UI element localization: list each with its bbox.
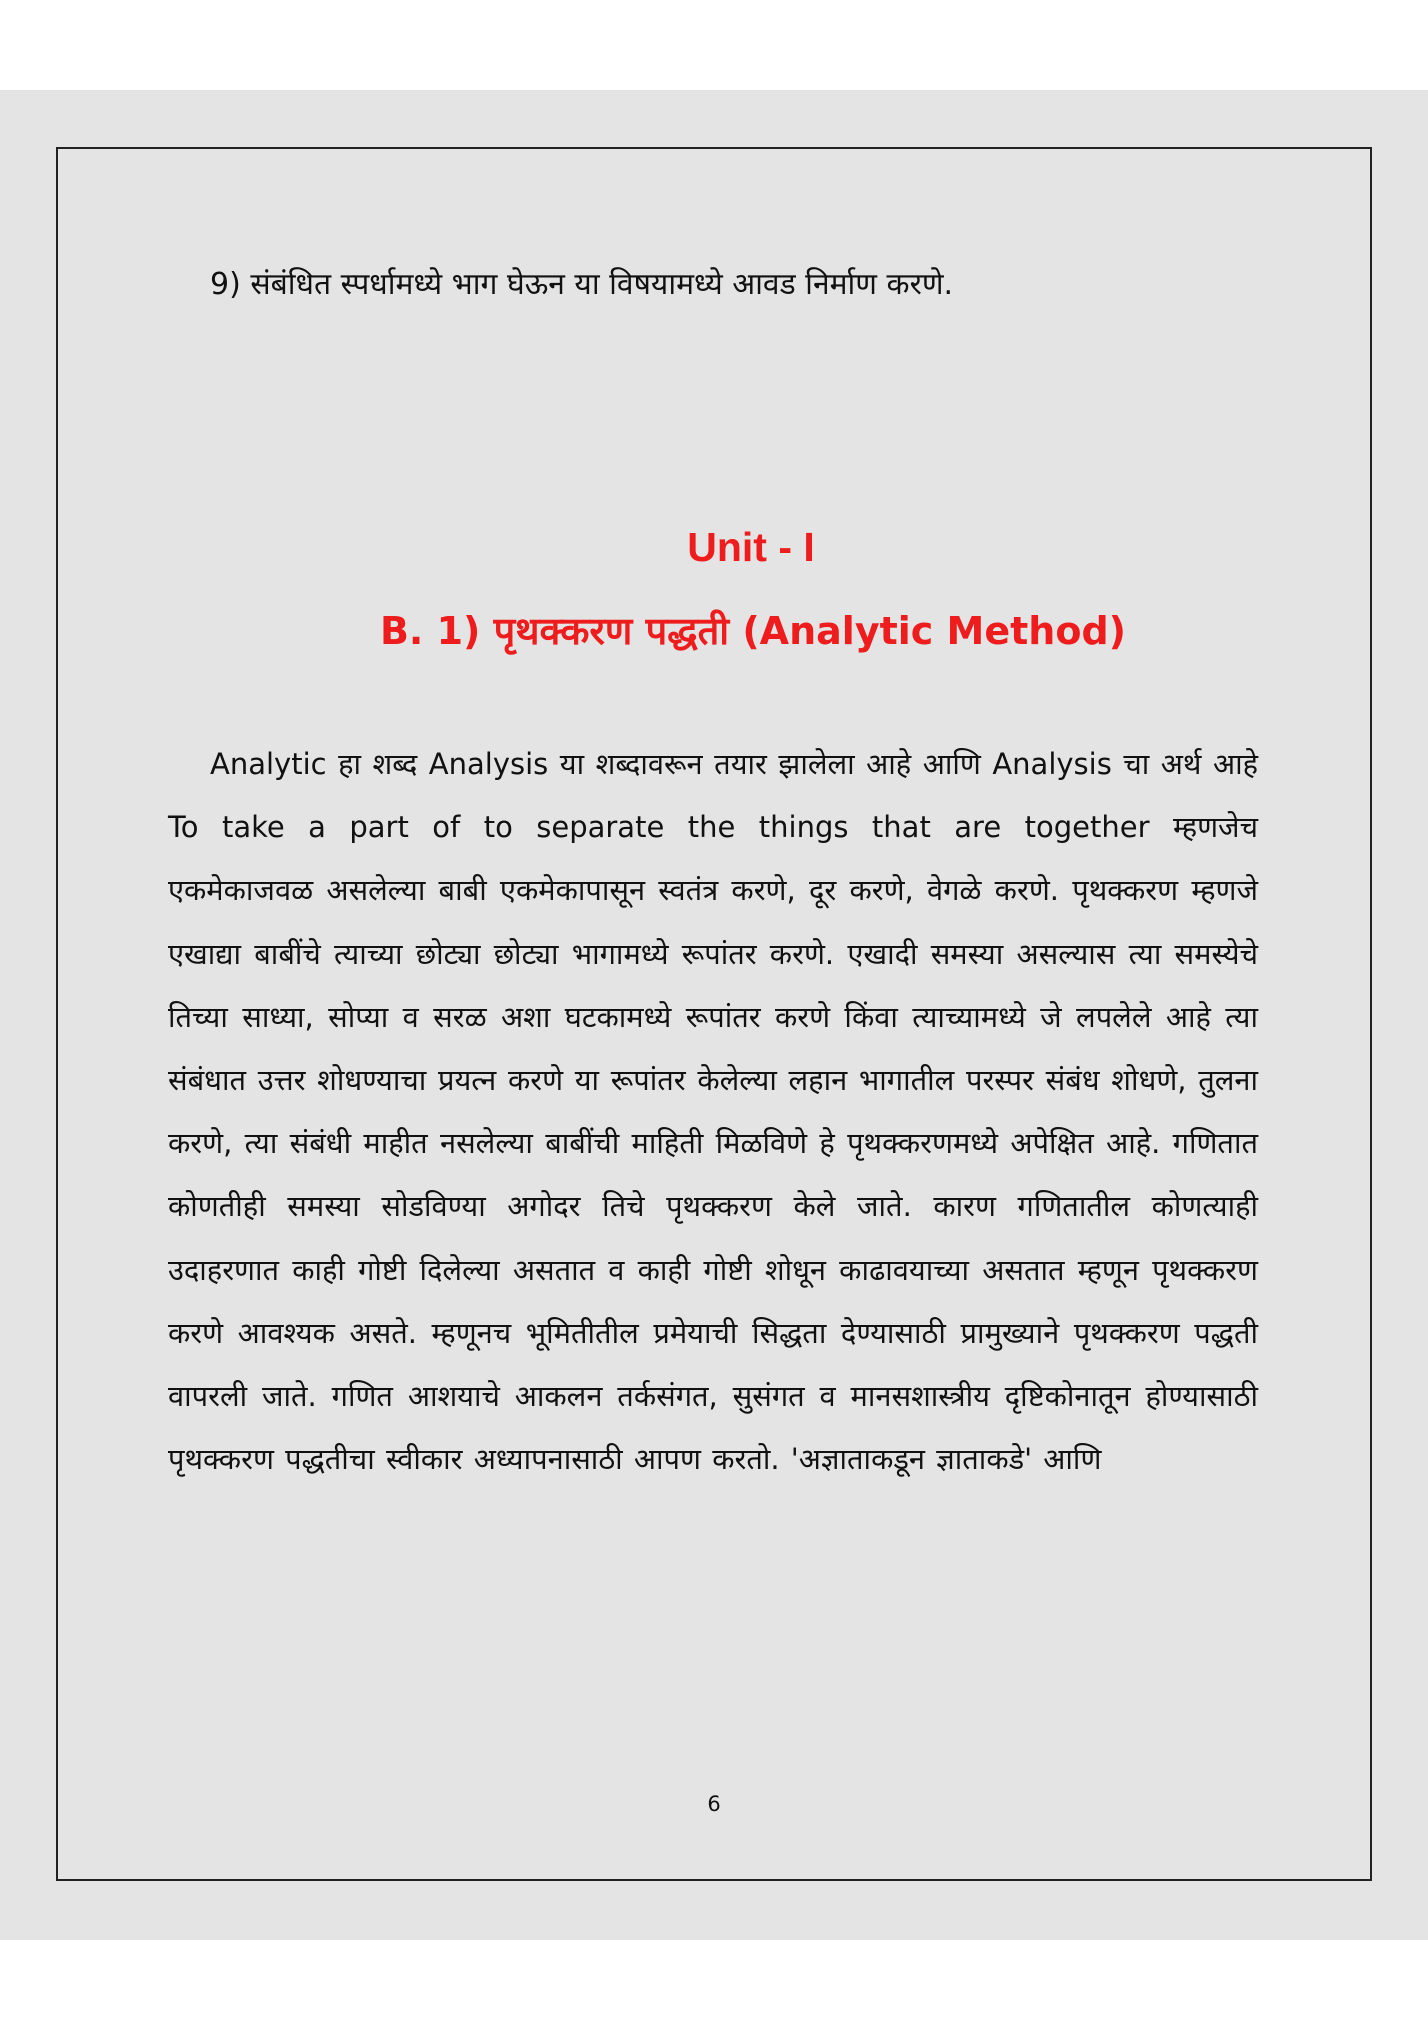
list-item-9: 9) संबंधित स्पर्धामध्ये भाग घेऊन या विषयामध्ये आवड निर्माण करणे.	[210, 267, 954, 302]
section-heading: B. 1) पृथक्करण पद्धती (Analytic Method)	[379, 609, 1127, 653]
unit-title: Unit - I	[687, 524, 815, 570]
body-paragraph: Analytic हा शब्द Analysis या शब्दावरून तयार झालेला आहे आणि Analysis चा अर्थ आहे To take a part of to separate the things that are together म्हणजेच एकमेकाजवळ असलेल्या बाबी एकमेकापासून स्वतंत्र करणे, दूर करणे, वेगळे करणे. पृथक्करण म्हणजे एखाद्या बाबींचे त्याच्या छोट्या छोट्या भागामध्ये रूपांतर करणे. एखादी समस्या असल्यास त्या समस्येचे तिच्या साध्या, सोप्या व सरळ अशा घटकामध्ये रूपांतर करणे किंवा त्याच्यामध्ये जे लपलेले आहे त्या संबंधात उत्तर शोधण्याचा प्रयत्न करणे या रूपांतर केलेल्या लहान भागातील परस्पर संबंध शोधणे, तुलना करणे, त्या संबंधी माहीत नसलेल्या बाबींची माहिती मिळविणे हे पृथक्करणमध्ये अपेक्षित आहे. गणितात कोणतीही समस्या सोडविण्या अगोदर तिचे पृथक्करण केले जाते. कारण गणितातील कोणत्याही उदाहरणात काही गोष्टी दिलेल्या असतात व काही गोष्टी शोधून काढावयाच्या असतात म्हणून पृथक्करण करणे आवश्यक असते. म्हणूनच भूमितीतील प्रमेयाची सिद्धता देण्यासाठी प्रामुख्याने पृथक्करण पद्धती वापरली जाते. गणित आशयाचे आकलन तर्कसंगत, सुसंगत व मानसशास्त्रीय दृष्टिकोनातून होण्यासाठी पृथक्करण पद्धतीचा स्वीकार अध्यापनासाठी आपण करतो. 'अज्ञाताकडून ज्ञाताकडे' आणि	[168, 747, 1258, 1477]
page-number: 6	[707, 1792, 721, 1816]
